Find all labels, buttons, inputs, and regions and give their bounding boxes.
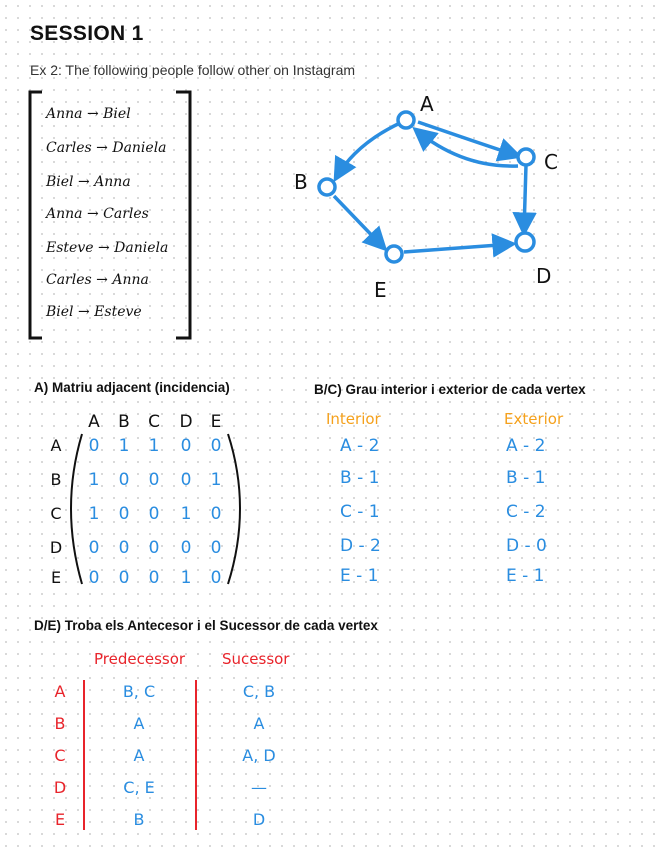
table-predecessor: A	[133, 714, 145, 733]
matrix-cell: 0	[210, 436, 222, 456]
edge-a-b	[336, 124, 398, 178]
table-successor: C, B	[242, 682, 276, 701]
edge-c-d	[524, 165, 526, 232]
matrix-col-header: D	[179, 412, 193, 432]
follow-row: Esteve → Daniela	[46, 240, 169, 256]
follow-to: Daniela	[112, 140, 167, 156]
matrix-cell: 0	[118, 504, 130, 524]
matrix-cell: 1	[88, 504, 100, 524]
matrix-cell: 1	[180, 504, 192, 524]
node-e	[386, 246, 402, 262]
matrix-cell: 0	[148, 568, 160, 588]
exercise-subtitle: Ex 2: The following people follow other on Instagram	[30, 62, 356, 78]
edge-b-e	[334, 196, 384, 248]
node-d	[516, 233, 534, 251]
follow-to: Biel	[103, 106, 131, 122]
table-predecessor: B, C	[122, 682, 156, 701]
matrix-cell: 1	[88, 470, 100, 490]
follow-to: Anna	[112, 272, 149, 288]
follow-from: Anna	[46, 206, 83, 222]
follow-from: Biel	[46, 304, 74, 320]
exterior-degree: C - 2	[506, 502, 546, 522]
matrix-col-header: A	[88, 412, 100, 432]
matrix-row-label: A	[50, 436, 62, 455]
table-successor: A, D	[242, 746, 276, 765]
edge-a-c	[418, 122, 518, 156]
node-c	[518, 149, 534, 165]
matrix-cell: 1	[118, 436, 130, 456]
table-predecessor: B	[133, 810, 145, 829]
node-label-c: C	[544, 150, 558, 174]
interior-degree: B - 1	[340, 468, 380, 488]
matrix-row-label: D	[49, 538, 63, 557]
follow-from: Carles	[46, 272, 92, 288]
follow-from: Esteve	[46, 240, 94, 256]
exterior-degree: A - 2	[506, 436, 546, 456]
matrix-cell: 0	[88, 538, 100, 558]
follow-from: Carles	[46, 140, 92, 156]
follow-from: Anna	[46, 106, 83, 122]
follow-to: Daniela	[114, 240, 169, 256]
node-label-b: B	[294, 170, 308, 194]
follow-row: Carles → Daniela	[46, 140, 167, 156]
matrix-cell: 1	[148, 436, 160, 456]
follow-row: Biel → Anna	[46, 174, 131, 190]
matrix-cell: 0	[210, 538, 222, 558]
follow-row: Anna → Biel	[46, 106, 131, 122]
matrix-cell: 0	[88, 568, 100, 588]
follow-row: Carles → Anna	[46, 272, 149, 288]
node-label-d: D	[536, 264, 552, 288]
matrix-col-header: B	[118, 412, 130, 432]
successor-header: Sucessor	[222, 650, 290, 668]
node-a	[398, 112, 414, 128]
predecessor-header: Predecessor	[94, 650, 186, 668]
matrix-cell: 0	[148, 470, 160, 490]
matrix-cell: 0	[118, 568, 130, 588]
matrix-cell: 0	[180, 538, 192, 558]
table-successor: —	[251, 778, 267, 797]
edge-c-a	[416, 130, 518, 166]
list-bracket-right	[176, 92, 190, 338]
table-predecessor: A	[133, 746, 145, 765]
interior-label: Interior	[326, 410, 381, 428]
exterior-degree: E - 1	[506, 566, 545, 586]
table-vertex: B	[54, 714, 66, 733]
matrix-cell: 0	[180, 470, 192, 490]
page-title: SESSION 1	[30, 22, 144, 45]
matrix-row-label: C	[50, 504, 62, 523]
matrix-paren-right	[228, 434, 240, 584]
table-vertex: E	[54, 810, 66, 829]
exterior-label: Exterior	[504, 410, 564, 428]
matrix-cell: 0	[88, 436, 100, 456]
matrix-cell: 0	[118, 538, 130, 558]
interior-degree: C - 1	[340, 502, 380, 522]
follow-to: Carles	[103, 206, 149, 222]
graph-nodes	[319, 112, 534, 262]
edge-e-d	[404, 244, 512, 252]
interior-degree: E - 1	[340, 566, 379, 586]
exterior-degree: D - 0	[506, 536, 547, 556]
table-predecessor: C, E	[123, 778, 155, 797]
matrix-cell: 1	[180, 568, 192, 588]
table-successor: D	[252, 810, 266, 829]
node-label-a: A	[420, 92, 434, 116]
table-vertex: D	[53, 778, 67, 797]
follow-row: Anna → Carles	[46, 206, 149, 222]
matrix-paren-left	[71, 434, 82, 584]
follow-to: Esteve	[94, 304, 142, 320]
section-de-heading: D/E) Troba els Antecesor i el Sucessor de cada vertex	[34, 618, 378, 633]
matrix-col-header: C	[148, 412, 160, 432]
follow-from: Biel	[46, 174, 74, 190]
matrix-cell: 0	[148, 504, 160, 524]
follow-to: Anna	[94, 174, 131, 190]
section-a-heading: A) Matriu adjacent (incidencia)	[34, 380, 230, 395]
graph-edges	[334, 122, 526, 252]
matrix-cell: 0	[118, 470, 130, 490]
list-bracket-left	[30, 92, 42, 338]
matrix-cell: 0	[148, 538, 160, 558]
table-vertex: A	[54, 682, 66, 701]
section-bc-heading: B/C) Grau interior i exterior de cada vertex	[314, 382, 586, 397]
matrix-cell: 1	[210, 470, 222, 490]
table-vertex: C	[54, 746, 66, 765]
interior-degree: A - 2	[340, 436, 380, 456]
matrix-col-header: E	[210, 412, 222, 432]
matrix-row-label: E	[50, 568, 62, 587]
interior-degree: D - 2	[340, 536, 381, 556]
node-label-e: E	[374, 278, 387, 302]
follow-row: Biel → Esteve	[46, 304, 142, 320]
matrix-cell: 0	[180, 436, 192, 456]
table-successor: A	[253, 714, 265, 733]
matrix-cell: 0	[210, 504, 222, 524]
exterior-degree: B - 1	[506, 468, 546, 488]
matrix-cell: 0	[210, 568, 222, 588]
node-b	[319, 179, 335, 195]
matrix-row-label: B	[50, 470, 62, 489]
